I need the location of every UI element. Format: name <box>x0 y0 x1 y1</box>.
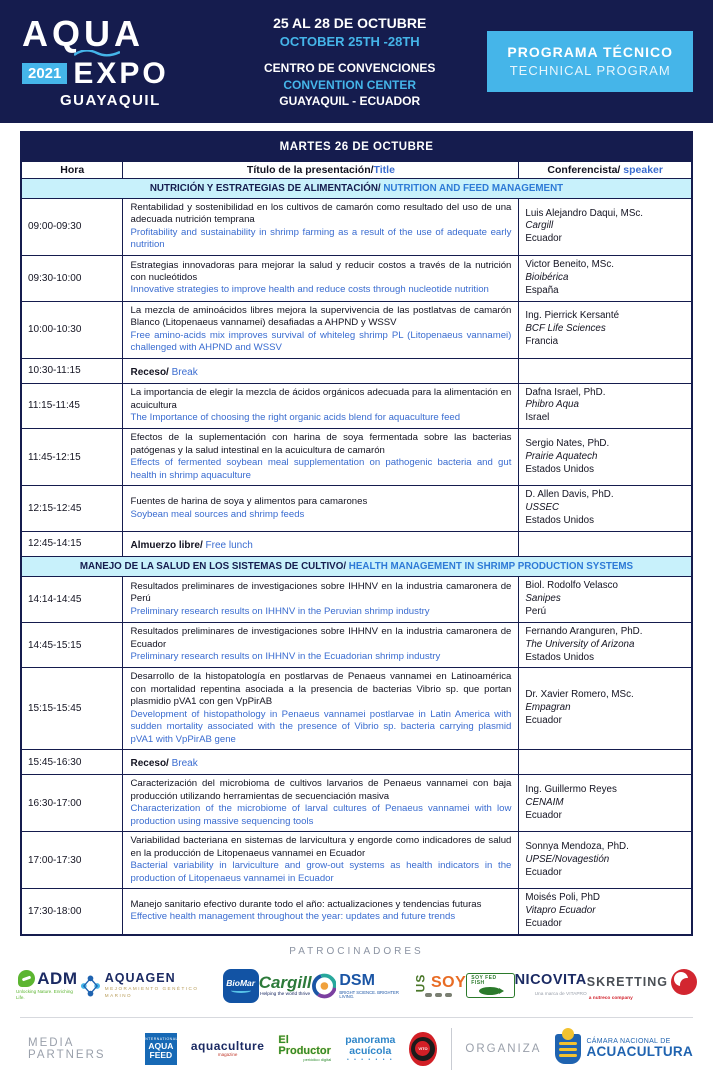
talk-row <box>21 429 692 486</box>
title-es: La importancia de elegir la mezcla de ácidos orgánicos adecuada para la alimentación en acuicultura <box>130 387 512 411</box>
logo-city: GUAYAQUIL <box>60 91 161 109</box>
aquaculture-logo: aquaculture magazine <box>190 1039 265 1058</box>
day-title: MARTES 26 DE OCTUBRE <box>21 132 692 162</box>
header <box>0 0 713 123</box>
logo-year-badge: 2021 <box>22 63 67 84</box>
media-partners-row <box>28 1028 693 1070</box>
speaker-country: Perú <box>525 605 547 617</box>
speaker-name: D. Allen Davis, PhD. <box>525 489 614 501</box>
program-title-en: TECHNICAL PROGRAM <box>509 63 671 79</box>
event-location: GUAYAQUIL - ECUADOR <box>279 93 421 108</box>
media-partners-label: MEDIA PARTNERS <box>28 1036 106 1061</box>
title-es: Resultados preliminares de investigaciones sobre IHHNV en la industria camaronera de Perú <box>130 580 512 605</box>
talk-row <box>21 486 692 532</box>
time: 17:30-18:00 <box>21 889 123 935</box>
title-es: Rentabilidad y sostenibilidad en los cultivos de camarón como resultado del uso de una adecuada nutrición temprana <box>130 202 512 226</box>
speaker-name: Luis Alejandro Daqui, MSc. <box>525 207 643 219</box>
talk-row <box>21 383 692 429</box>
footer-divider <box>20 1017 693 1018</box>
speaker-org: Cargill <box>525 220 554 232</box>
ussoy-logo: US SOY <box>411 975 466 997</box>
speaker <box>519 301 692 358</box>
event-dates-en: OCTOBER 25TH -28TH <box>279 33 420 49</box>
program-title-box <box>487 31 693 93</box>
speaker-org: Prairie Aquatech <box>525 450 598 462</box>
dsm-tagline: BRIGHT SCIENCE. BRIGHTER LIVING. <box>339 989 399 999</box>
speaker-org: Bioibérica <box>525 271 569 283</box>
wave-icon <box>74 50 120 57</box>
program-title-es: PROGRAMA TÉCNICO <box>507 43 673 60</box>
time: 15:15-15:45 <box>21 668 123 750</box>
title-es: Caracterización del microbioma de cultivos larvarios de Penaeus vannamei con baja producción utilizando herramientas de secuenciación masiva <box>130 778 512 802</box>
talk-row <box>21 255 692 301</box>
talk-row <box>21 889 692 935</box>
speaker <box>519 668 692 750</box>
title <box>123 576 519 622</box>
time: 14:14-14:45 <box>21 576 123 622</box>
skretting-tagline: a nutreco company <box>588 996 633 1002</box>
nicovita-logo: NICOVITA Una marca de VITAPRO <box>514 972 587 997</box>
speaker-country: Ecuador <box>525 809 562 821</box>
speaker-name: Sergio Nates, PhD. <box>525 437 610 449</box>
day-bar <box>21 132 692 162</box>
schedule <box>20 131 693 936</box>
title-es: La mezcla de aminoácidos libres mejora la supervivencia de las postlatvas de camarón Blanco (Litopenaeus vannamei) desafiadas a AHPND y WSSV <box>130 304 512 329</box>
adm-leaf-icon <box>18 970 35 987</box>
talk-row <box>21 622 692 668</box>
speaker-country: Ecuador <box>525 866 562 878</box>
column-header-row <box>21 162 692 179</box>
aquafeed-logo: INTERNATIONAL AQUA FEED <box>145 1033 177 1065</box>
speaker <box>519 622 692 668</box>
speaker <box>519 383 692 429</box>
schedule-body <box>21 132 692 935</box>
speaker-name: Dr. Xavier Romero, MSc. <box>525 689 634 701</box>
speaker-name: Fernando Aranguren, PhD. <box>525 625 643 637</box>
title-es: Estrategias innovadoras para mejorar la salud y reducir costos a través de la nutrición con nucleótidos <box>130 259 512 284</box>
speaker <box>519 486 692 532</box>
cna-shield-icon <box>555 1034 581 1064</box>
speaker-country: Israel <box>525 412 550 424</box>
title-en: The Importance of choosing the right organic acids blend for aquaculture feed <box>130 412 461 424</box>
speaker-org: Empagran <box>525 702 571 714</box>
speaker <box>519 775 692 832</box>
break-row <box>21 750 692 775</box>
col-title: Título de la presentación/Title <box>123 162 519 179</box>
soyfed-logo: SOY FED FISH <box>466 973 514 998</box>
footer-vertical-divider <box>451 1028 452 1070</box>
event-dates-es: 25 AL 28 DE OCTUBRE <box>273 15 427 31</box>
schedule-table <box>20 131 693 936</box>
title-en: Effective health management throughout the year: updates and future trends <box>130 911 456 923</box>
title <box>123 668 519 750</box>
biomar-wave-icon <box>231 988 251 993</box>
dsm-swirl-icon <box>312 973 337 999</box>
speaker-name: Ing. Pierrick Kersanté <box>525 310 620 322</box>
speaker-country: Ecuador <box>525 917 562 929</box>
talk-row <box>21 832 692 889</box>
talk-row <box>21 775 692 832</box>
fish-icon <box>479 987 501 995</box>
talk-row <box>21 668 692 750</box>
speaker <box>519 750 692 775</box>
title-es: Variabilidad bacteriana en sistemas de larvicultura y engorde como indicadores de salud en la producción de Litopenaeus vannamei en Ecuador <box>130 835 512 859</box>
speaker-name: Victor Beneito, MSc. <box>525 258 614 270</box>
sponsors-row <box>16 963 697 1009</box>
speaker-country: Estados Unidos <box>525 463 594 475</box>
speaker-country: Estados Unidos <box>525 651 594 663</box>
title-es: Fuentes de harina de soya y alimentos para camarones <box>130 496 368 508</box>
time: 09:00-09:30 <box>21 199 123 256</box>
speaker-org: USSEC <box>525 502 560 514</box>
title-en: Preliminary research results on IHHNV in the Peruvian shrimp industry <box>130 605 430 617</box>
title-es: Desarrollo de la histopatología en postlarvas de Penaeus vannamei en Latinoamérica con mortalidad repentina asociada a la presencia de bacterias Vibrio sp. que portan plasmidio pVA1 con gen VpPirAB <box>130 671 512 708</box>
speaker-country: Francia <box>525 336 559 348</box>
break-row <box>21 531 692 556</box>
nicovita-tagline: Una marca de VITAPRO <box>534 991 587 997</box>
title <box>123 486 519 532</box>
title <box>123 301 519 358</box>
section-row <box>21 556 692 576</box>
section-title: NUTRICIÓN Y ESTRATEGIAS DE ALIMENTACIÓN/ NUTRITION AND FEED MANAGEMENT <box>21 179 692 199</box>
speaker-name: Sonnya Mendoza, PhD. <box>525 840 629 852</box>
aquagen-molecule-icon <box>80 974 101 998</box>
time: 10:00-10:30 <box>21 301 123 358</box>
skretting-logo: SKRETTING a nutreco company <box>587 969 697 1002</box>
time: 11:15-11:45 <box>21 383 123 429</box>
adm-tagline: Unlocking Nature. Enriching Life. <box>16 988 73 1001</box>
sponsors-heading: PATROCINADORES <box>289 945 424 957</box>
title <box>123 775 519 832</box>
speaker-name: Ing. Guillermo Reyes <box>525 783 617 795</box>
speaker <box>519 889 692 935</box>
speaker-country: Ecuador <box>525 715 562 727</box>
speaker <box>519 531 692 556</box>
speaker-org: UPSE/Novagestión <box>525 853 610 865</box>
speaker <box>519 832 692 889</box>
title-en: Innovative strategies to improve health and reduce costs through nucleotide nutrition <box>130 284 489 296</box>
speaker-org: The University of Arizona <box>525 638 635 650</box>
title-es: Resultados preliminares de investigaciones sobre IHHNV en la industria camaronera de Ecuador <box>130 626 512 650</box>
vito-logo: VITO <box>409 1032 436 1066</box>
time: 11:45-12:15 <box>21 429 123 486</box>
speaker-org: Phibro Aqua <box>525 399 579 411</box>
title-en: Effects of fermented soybean meal supplementation on pathogenic bacteria and gut health in shrimp aquaculture <box>130 457 512 481</box>
time: 16:30-17:00 <box>21 775 123 832</box>
title-en: Bacterial variability in larviculture and grow-out systems as health indicators in the production of Litopenaeus vannamei in Ecuador <box>130 860 512 884</box>
el-productor-logo: El Productor periódico digital <box>278 1034 332 1063</box>
speaker <box>519 429 692 486</box>
speaker <box>519 255 692 301</box>
speaker-org: CENAIM <box>525 796 564 808</box>
camara-nacional-logo: CÁMARA NACIONAL DE ACUACULTURA <box>555 1034 693 1064</box>
speaker-country: Ecuador <box>525 233 562 245</box>
dsm-logo: DSM BRIGHT SCIENCE. BRIGHTER LIVING. <box>312 973 412 999</box>
title-es: Manejo sanitario efectivo durante todo el año: actualizaciones y tendencias futuras <box>130 898 482 910</box>
title-en: Characterization of the microbiome of larval cultures of Penaeus vannamei with low production using massive sequencing tools <box>130 803 512 827</box>
col-speaker: Conferencista/ speaker <box>519 162 692 179</box>
speaker-name: Moisés Poli, PhD <box>525 892 600 904</box>
speaker <box>519 576 692 622</box>
panorama-acuicola-logo: panorama acuícola • • • • • • • <box>345 1033 396 1063</box>
speaker-country: Estados Unidos <box>525 515 594 526</box>
title-en: Preliminary research results on IHHNV in the Ecuadorian shrimp industry <box>130 651 441 663</box>
time: 14:45-15:15 <box>21 622 123 668</box>
title-en: Soybean meal sources and shrimp feeds <box>130 508 305 520</box>
section-row <box>21 179 692 199</box>
aquagen-tagline: MEJORAMIENTO GENÉTICO MARINO <box>104 986 199 999</box>
title-en: Free amino-acids mix improves survival of whiteleg shrimp PL (Litopenaeus vannamei) challenged with AHPND and WSSV <box>130 329 512 354</box>
time: 15:45-16:30 <box>21 750 123 775</box>
title <box>123 429 519 486</box>
time: 12:15-12:45 <box>21 486 123 532</box>
logo-word-aqua: AQUA <box>22 12 144 54</box>
talk-row <box>21 301 692 358</box>
speaker <box>519 358 692 383</box>
title-es: Efectos de la suplementación con harina de soya fermentada sobre las bacterias patógenas y la salud intestinal en la acuicultura de camarón <box>130 432 512 456</box>
venue-en: CONVENTION CENTER <box>283 77 417 92</box>
title: Almuerzo libre/ Free lunch <box>123 531 519 556</box>
speaker-name: Biol. Rodolfo Velasco <box>525 579 618 591</box>
title <box>123 832 519 889</box>
talk-row <box>21 576 692 622</box>
title: Receso/ Break <box>123 358 519 383</box>
title <box>123 383 519 429</box>
title-en: Development of histopathology in Penaeus vannamei postlarvae in Latin America with sudden mortality associated with the presence of Vibrio sp. bacteria carrying plasmid pVA1 with VpPirAB gene <box>130 708 512 745</box>
aquagen-logo: AQUAGEN MEJORAMIENTO GENÉTICO MARINO <box>80 972 223 1000</box>
biomar-logo: BioMar <box>223 969 259 1003</box>
cargill-tagline: Helping the world thrive <box>260 991 311 997</box>
time: 12:45-14:15 <box>21 531 123 556</box>
title <box>123 199 519 256</box>
skretting-swirl-icon <box>671 969 697 995</box>
title <box>123 889 519 935</box>
time: 09:30-10:00 <box>21 255 123 301</box>
title <box>123 255 519 301</box>
speaker-org: Sanipes <box>525 592 561 604</box>
venue-es: CENTRO DE CONVENCIONES <box>264 61 436 76</box>
speaker <box>519 199 692 256</box>
title-en: Profitability and sustainability in shrimp farming as a result of the use of adequate early nutrition <box>130 226 512 251</box>
speaker-name: Dafna Israel, PhD. <box>525 386 606 398</box>
break-row <box>21 358 692 383</box>
event-info <box>212 14 487 109</box>
organiza-label: ORGANIZA <box>465 1042 542 1055</box>
ussoy-icons <box>425 993 452 997</box>
aquaexpo-logo <box>22 12 212 109</box>
title <box>123 622 519 668</box>
speaker-org: BCF Life Sciences <box>525 323 606 335</box>
speaker-org: Vitapro Ecuador <box>525 904 596 916</box>
talk-row <box>21 199 692 256</box>
time: 10:30-11:15 <box>21 358 123 383</box>
logo-word-expo: EXPO <box>73 56 169 90</box>
cargill-logo: Cargill Helping the world thrive <box>258 972 312 997</box>
speaker-country: España <box>525 284 559 296</box>
title: Receso/ Break <box>123 750 519 775</box>
time: 17:00-17:30 <box>21 832 123 889</box>
section-title: MANEJO DE LA SALUD EN LOS SISTEMAS DE CULTIVO/ HEALTH MANAGEMENT IN SHRIMP PRODUCTION SYSTEMS <box>21 556 692 576</box>
col-hora: Hora <box>21 162 123 179</box>
adm-logo: ADM Unlocking Nature. Enriching Life. <box>16 970 80 1002</box>
